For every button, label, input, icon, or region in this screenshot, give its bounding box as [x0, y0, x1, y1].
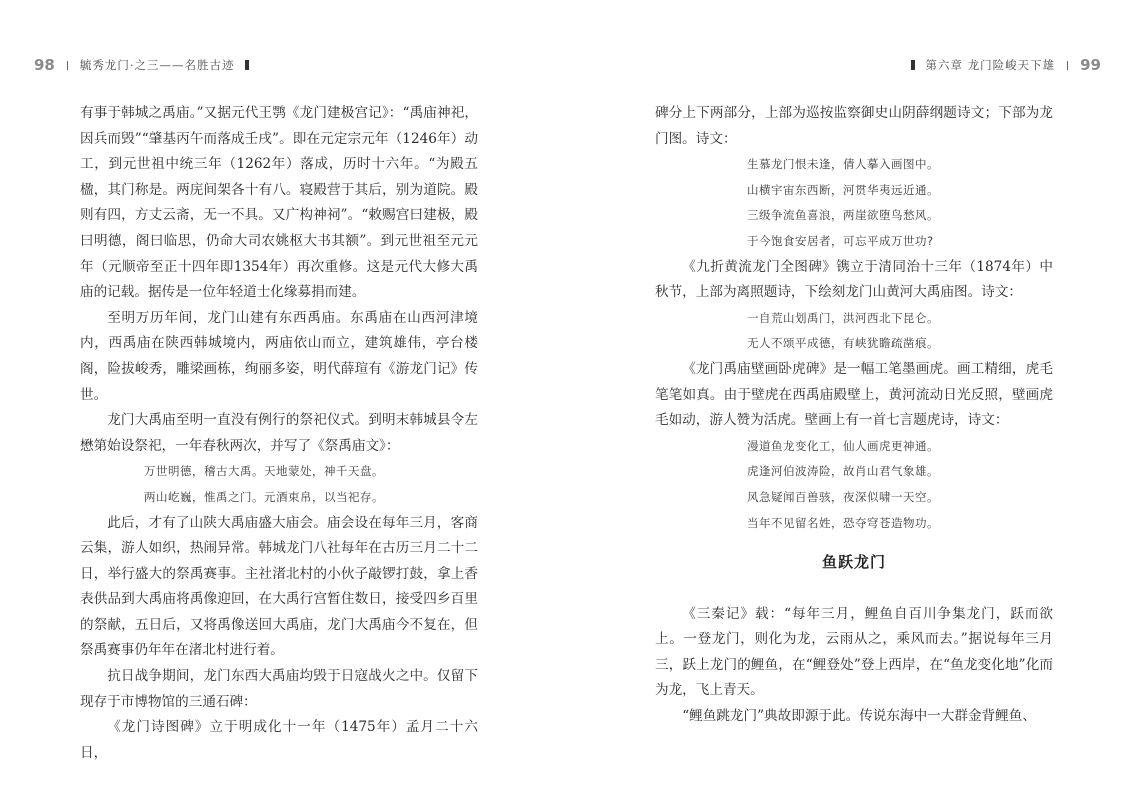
- header-marker: [245, 60, 249, 70]
- body-paragraph: “鲤鱼跳龙门”典故即源于此。传说东海中一大群金背鲤鱼、: [682, 708, 1036, 725]
- right-page-body: [655, 101, 1053, 730]
- poem-line: 生慕龙门恨未逢，倩人摹入画图中。: [747, 157, 939, 172]
- poem-line: 当年不见留名姓，恐夺穹苍造物功。: [747, 515, 939, 530]
- poem-line: 虎逢河伯波涛险，故肖山君气象雄。: [747, 464, 939, 479]
- poem-line: 山横宇宙东西断，河贯华夷远近通。: [747, 182, 939, 197]
- poem-line: 漫道鱼龙变化工，仙人画虎更神通。: [747, 438, 939, 453]
- body-paragraph: 《九折黄流龙门全图碑》镌立于清同治十三年（1874年）中秋节，上部为离照题诗，下绘刻龙门山黄河大禹庙图。诗文：: [655, 258, 1053, 301]
- body-paragraph: 《龙门禹庙壁画卧虎碑》是一幅工笔墨画虎。画工精细，虎毛笔笔如真。由于壁虎在西禹庙殿壁上，黄河流动日光反照，壁画虎毛如动，游人赞为活虎。壁画上有一首七言题虎诗，诗文：: [655, 360, 1053, 429]
- header-marker: [911, 60, 915, 70]
- header-divider: [67, 61, 68, 70]
- poem-line: 无人不颂平成德，有峡犹瞻疏凿痕。: [747, 336, 939, 351]
- left-running-title: 毓秀龙门·之三——名胜古迹: [79, 58, 235, 72]
- body-paragraph: 龙门大禹庙至明一直没有例行的祭祀仪式。到明末韩城县令左懋第始设祭祀，一年春秋两次，并写了《祭禹庙文》：: [80, 412, 478, 454]
- header-divider: [1067, 61, 1068, 70]
- left-running-header: [34, 54, 259, 76]
- poem-line: 万世明德，稽古大禹。天地蒙处，神千天盘。: [144, 464, 384, 479]
- right-page-number: 99: [1080, 56, 1101, 74]
- body-paragraph: 碑分上下两部分，上部为巡按监察御史山阴薛纲题诗文；下部为龙门图。诗文：: [655, 105, 1053, 147]
- poem-line: 风急疑闻百兽骇，夜深似啸一天空。: [747, 489, 939, 504]
- poem-line: 三级争流鱼喜浪，两崖欲堕鸟愁风。: [747, 208, 939, 223]
- right-running-header: [901, 54, 1101, 76]
- body-paragraph: 至明万历年间，龙门山建有东西禹庙。东禹庙在山西河津境内，西禹庙在陕西韩城境内，两庙依山而立，建筑雄伟，亭台楼阁，险拔峻秀，雕梁画栋，绚丽多姿，明代薛瑄有《游龙门记》传世。: [80, 309, 478, 403]
- poem-line: 一自荒山划禹门，洪河西北下昆仑。: [747, 310, 939, 325]
- body-paragraph: 《三秦记》载：“每年三月，鲤鱼自百川争集龙门，跃而欲上。一登龙门，则化为龙，云雨从之，乘风而去。”据说每年三月三，跃上龙门的鲤鱼，在“鲤登处”登上西岸，在“鱼龙变化地”化而为龙，飞上青天。: [655, 605, 1053, 699]
- poem-line: 于今饱食安居者，可忘平成万世功?: [747, 233, 934, 248]
- section-heading: 鱼跃龙门: [821, 553, 886, 572]
- left-page-body: [80, 101, 478, 766]
- left-page-number: 98: [34, 56, 55, 74]
- poem-line: 两山屹巍，惟禹之门。元酒束帛，以当祀存。: [144, 489, 384, 504]
- body-paragraph: 抗日战争期间，龙门东西大禹庙均毁于日寇战火之中。仅留下现存于市博物馆的三通石碑：: [80, 668, 478, 710]
- body-paragraph: 此后，才有了山陕大禹庙盛大庙会。庙会设在每年三月，客商云集，游人如织，热闹异常。韩城龙门八社每年在古历三月二十二日，举行盛大的祭禹赛事。主社渚北村的小伙子敲锣打鼓，拿上香表供品到大禹庙将禹像迎回，在大禹行宫暂住数日，接受四乡百里的祭献，五日后，又将禹像送回大禹庙，龙门大禹庙今不复在，但祭禹赛事仍年年在渚北村进行着。: [80, 514, 478, 659]
- right-running-title: 第六章 龙门险峻天下雄: [925, 58, 1056, 72]
- body-paragraph: 有事于韩城之禹庙。”又据元代王鹗《龙门建极宫记》：“禹庙神祀，因兵而毁”“肇基丙午而落成壬戌”。即在元定宗元年（1246年）动工，到元世祖中统三年（1262年）落成，历时十六年。“为殿五楹，其门称是。两庑间架各十有八。寝殿营于其后，别为道院。殿则有四，方丈云斋，无一不具。又广构神祠”。“敕赐宫曰建极，殿曰明德，阁曰临思，仍命大司农姚枢大书其额”。到元世祖至元元年（元顺帝至正十四年即1354年）再次重修。这是元代大修大禹庙的记载。据传是一位年轻道士化缘募捐而建。: [80, 105, 478, 301]
- body-paragraph: 《龙门诗图碑》立于明成化十一年（1475年）孟月二十六日，: [80, 719, 478, 761]
